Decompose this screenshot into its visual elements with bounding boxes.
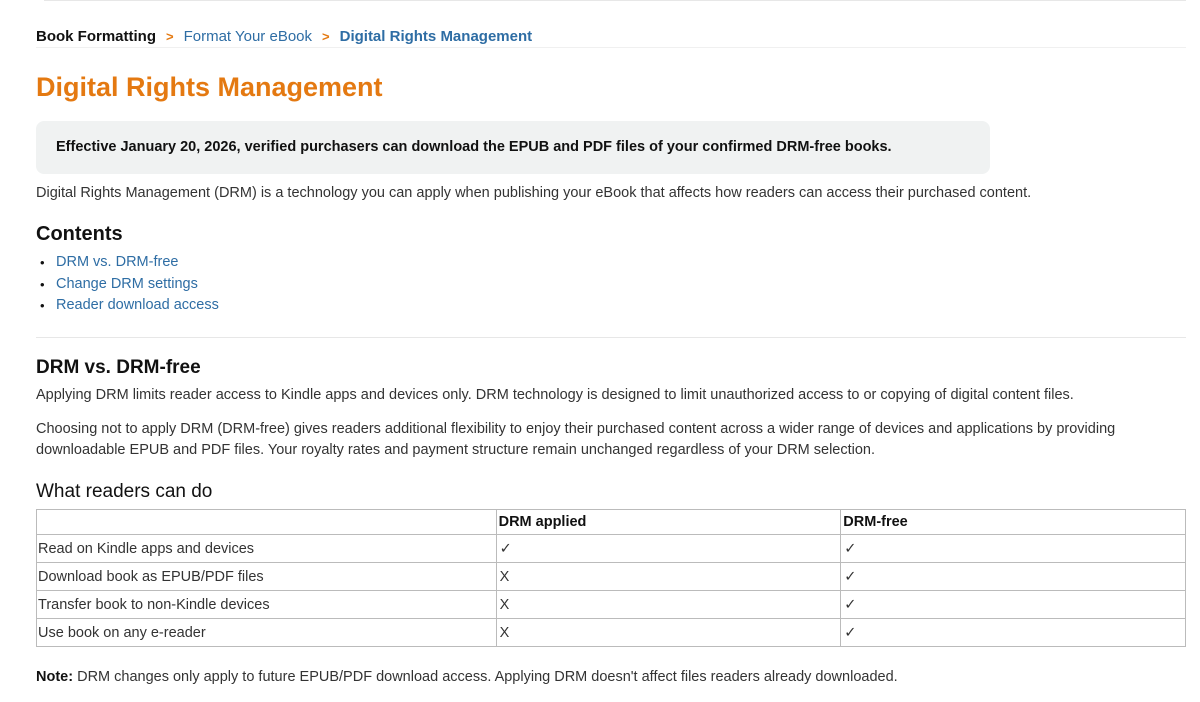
table-row (37, 619, 1186, 647)
feature-cell: Transfer book to non-Kindle devices (37, 591, 497, 619)
drm-applied-check-icon: ✓ (496, 535, 841, 563)
feature-cell: Read on Kindle apps and devices (37, 535, 497, 563)
drm-applied-x-icon: X (496, 619, 841, 647)
drm-applied-x-icon: X (496, 591, 841, 619)
contents-list (36, 252, 219, 317)
drm-paragraph-1: Applying DRM limits reader access to Kindle apps and devices only. DRM technology is designed to limit unauthorized access to or copying of digital content files. (36, 387, 1074, 403)
table-row (37, 591, 1186, 619)
breadcrumb-current-page: Digital Rights Management (339, 28, 533, 45)
table-title: What readers can do (36, 481, 213, 502)
breadcrumb-book-formatting[interactable]: Book Formatting (36, 28, 156, 45)
table-header-drm-applied: DRM applied (496, 510, 841, 535)
note-paragraph (36, 667, 898, 688)
feature-cell: Download book as EPUB/PDF files (37, 563, 497, 591)
section-divider (36, 337, 1186, 338)
contents-link-change-drm-settings[interactable]: Change DRM settings (56, 275, 198, 292)
table-header-feature (37, 510, 497, 535)
drm-applied-x-icon: X (496, 563, 841, 591)
drm-section-heading: DRM vs. DRM-free (36, 357, 201, 378)
contents-link-drm-vs-drm-free[interactable]: DRM vs. DRM-free (56, 254, 179, 270)
bullet-icon: • (40, 276, 45, 292)
drm-paragraph-2-line-1: Choosing not to apply DRM (DRM-free) gives readers additional flexibility to enjoy their purchased content across a wider range of devices and applications by providing (36, 421, 1116, 437)
drm-free-check-icon: ✓ (841, 591, 1186, 619)
note-text: DRM changes only apply to future EPUB/PDF download access. Applying DRM doesn't affect files readers already downloaded. (73, 669, 898, 685)
table-row (37, 535, 1186, 563)
contents-heading: Contents (36, 223, 123, 245)
breadcrumb-separator-icon: > (166, 29, 174, 44)
bullet-icon: • (40, 298, 45, 313)
breadcrumb (36, 28, 1186, 48)
contents-item (36, 295, 219, 317)
feature-cell: Use book on any e-reader (37, 619, 497, 647)
announcement-banner: Effective January 20, 2026, verified purchasers can download the EPUB and PDF files of your confirmed DRM-free books. (36, 121, 990, 174)
note-label: Note: (36, 669, 74, 685)
contents-link-reader-download-access[interactable]: Reader download access (56, 297, 219, 313)
drm-free-check-icon: ✓ (841, 619, 1186, 647)
breadcrumb-separator-icon: > (322, 29, 330, 44)
bullet-icon: • (40, 255, 45, 270)
drm-paragraph-2-line-2: downloadable EPUB and PDF files. Your royalty rates and payment structure remain unchanged regardless of your DRM selection. (36, 442, 876, 458)
drm-free-check-icon: ✓ (841, 563, 1186, 591)
breadcrumb-format-your-ebook[interactable]: Format Your eBook (183, 28, 313, 45)
page-title: Digital Rights Management (36, 72, 383, 102)
table-row (37, 563, 1186, 591)
table-header-row (37, 510, 1186, 535)
contents-item (36, 252, 219, 274)
contents-item (36, 274, 219, 296)
table-header-drm-free: DRM-free (841, 510, 1186, 535)
drm-free-check-icon: ✓ (841, 535, 1186, 563)
drm-comparison-table (36, 509, 1186, 647)
top-divider (44, 0, 1186, 1)
intro-paragraph: Digital Rights Management (DRM) is a technology you can apply when publishing your eBook that affects how readers can access their purchased content. (36, 185, 1032, 201)
